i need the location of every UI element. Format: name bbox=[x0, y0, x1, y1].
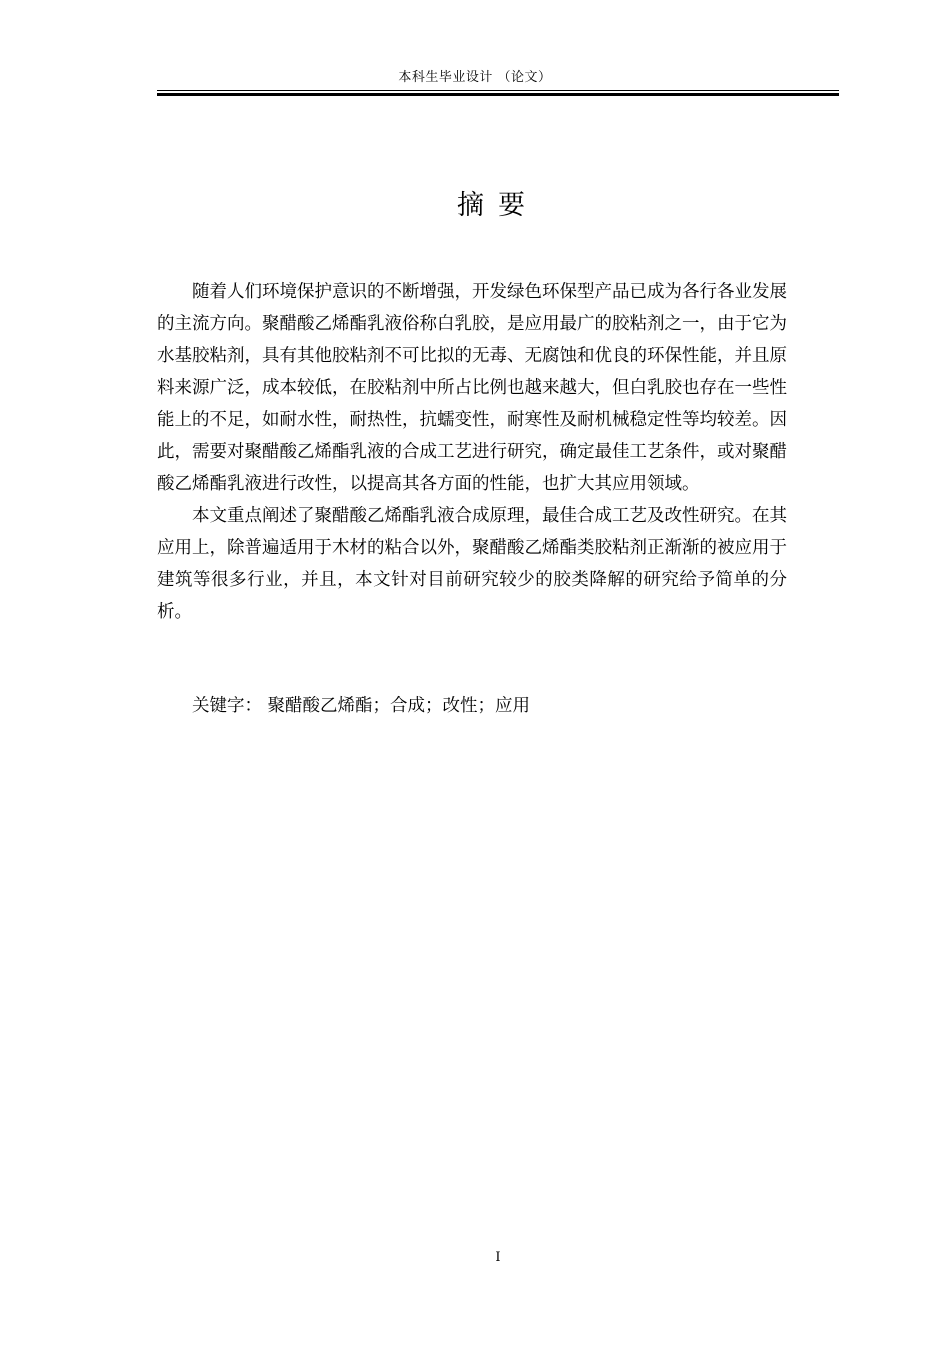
keywords-line: 关键字： 聚醋酸乙烯酯；合成；改性；应用 bbox=[192, 696, 531, 716]
page-number: I bbox=[495, 1250, 501, 1265]
abstract-body bbox=[157, 276, 787, 628]
header-rule-thick bbox=[157, 93, 839, 96]
header-rule-thin bbox=[157, 90, 839, 91]
abstract-paragraph-1: 随着人们环境保护意识的不断增强，开发绿色环保型产品已成为各行各业发展的主流方向。聚醋酸乙烯酯乳液俗称白乳胶，是应用最广的胶粘剂之一，由于它为水基胶粘剂，具有其他胶粘剂不可比拟的无毒、无腐蚀和优良的环保性能，并且原料来源广泛，成本较低，在胶粘剂中所占比例也越来越大，但白乳胶也存在一些性能上的不足，如耐水性，耐热性，抗蠕变性，耐寒性及耐机械稳定性等均较差。因此，需要对聚醋酸乙烯酯乳液的合成工艺进行研究，确定最佳工艺条件，或对聚醋酸乙烯酯乳液进行改性，以提高其各方面的性能，也扩大其应用领域。 bbox=[157, 282, 787, 494]
abstract-paragraph-2: 本文重点阐述了聚醋酸乙烯酯乳液合成原理，最佳合成工艺及改性研究。在其应用上，除普遍适用于木材的粘合以外，聚醋酸乙烯酯类胶粘剂正渐渐的被应用于建筑等很多行业，并且，本文针对目前研究较少的胶类降解的研究给予简单的分析。 bbox=[157, 506, 787, 622]
running-header: 本科生毕业设计 （论文） bbox=[398, 70, 552, 85]
abstract-title: 摘要 bbox=[457, 190, 539, 221]
